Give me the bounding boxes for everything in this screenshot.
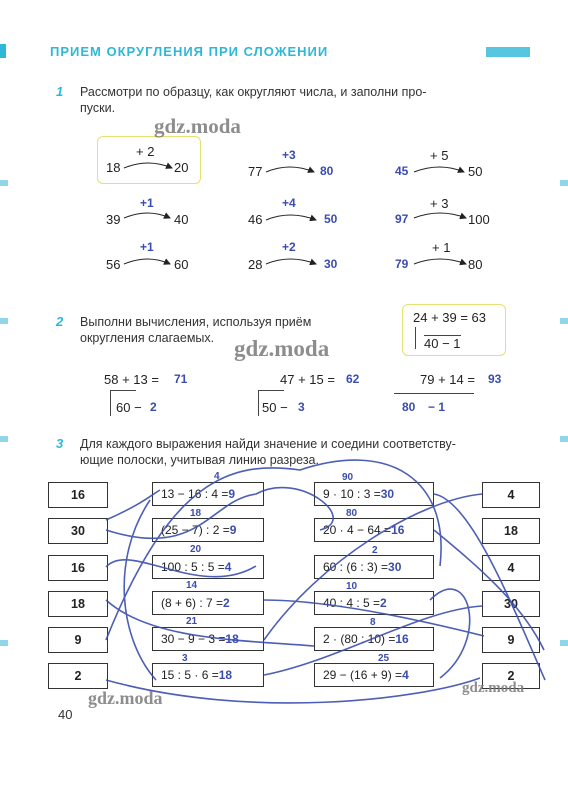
handwritten-note: 21 [186, 616, 198, 627]
handwritten-add: +3 [282, 148, 296, 162]
bracket [258, 390, 284, 391]
strip-value: 18 [71, 597, 85, 611]
handwritten-answer: 4 [402, 668, 409, 682]
add-label: + 5 [430, 148, 449, 163]
handwritten-answer: 16 [395, 632, 409, 646]
expression: 79 + 14 = [420, 372, 475, 387]
expression: 15 : 5 · 6 = [161, 668, 219, 682]
handwritten-answer: 62 [346, 372, 360, 386]
add-label: + 2 [136, 144, 155, 159]
handwritten-add: +1 [140, 196, 154, 210]
expression: 100 : 5 : 5 = [161, 560, 225, 574]
handwritten-end: 80 [320, 164, 334, 178]
handwritten-answer: − 1 [428, 400, 446, 414]
left-number-strip [48, 627, 108, 653]
watermark: gdz.moda [88, 688, 163, 708]
handwritten-answer: 18 [218, 668, 233, 682]
handwritten-note: 18 [190, 508, 202, 519]
handwritten-answer: 4 [224, 560, 232, 574]
arrow [124, 213, 170, 218]
right-number-strip [482, 482, 540, 508]
start-number: 18 [106, 160, 121, 175]
add-label: + 1 [432, 240, 451, 255]
arrow [414, 167, 464, 172]
example-bracket [415, 327, 416, 349]
handwritten-add: +4 [282, 196, 296, 210]
task-text-line: Для каждого выражения найди значение и соедини соответству- [80, 437, 456, 451]
handwritten-note: 2 [372, 545, 378, 556]
handwritten-note: 3 [182, 653, 188, 664]
start-number: 56 [106, 257, 121, 272]
left-expression-strip [152, 555, 264, 579]
end-number: 100 [468, 212, 490, 227]
end-number: 20 [174, 160, 189, 175]
task-number: 2 [56, 314, 64, 329]
expression: 58 + 13 = [104, 372, 159, 387]
section-title: ПРИЕМ ОКРУГЛЕНИЯ ПРИ СЛОЖЕНИИ [50, 44, 329, 59]
bracket [110, 390, 111, 416]
start-number: 28 [248, 257, 263, 272]
handwritten-start: 97 [395, 212, 409, 226]
task-text-line: пуски. [80, 101, 116, 115]
left-number-strip [48, 591, 108, 617]
left-expression-strip [152, 518, 264, 542]
left-expression-strip [152, 482, 264, 506]
expression: 13 − 16 : 4 = [161, 487, 229, 501]
rounding-term: 60 − [116, 400, 142, 415]
expression: (25 − 7) : 2 = [161, 523, 230, 537]
arrow [266, 259, 316, 264]
strip-value: 9 [507, 633, 515, 647]
rounding-term: 50 − [262, 400, 288, 415]
right-expression-strip [314, 627, 434, 651]
expression: 30 − 9 − 3 = [161, 632, 226, 646]
bracket [110, 390, 136, 391]
right-expression-strip [314, 482, 434, 506]
handwritten-note: 80 [346, 508, 358, 519]
handwritten-answer: 93 [488, 372, 502, 386]
right-expression-strip [314, 518, 434, 542]
add-label: + 3 [430, 196, 449, 211]
example-expression: 24 + 39 = 63 [413, 310, 487, 325]
strip-value: 16 [71, 561, 85, 575]
handwritten-answer: 18 [225, 632, 239, 646]
handwritten-note: 14 [186, 580, 198, 591]
arrow [124, 259, 170, 264]
expression: 20 · 4 − 64 = [323, 523, 392, 537]
expression: (8 + 6) : 7 = [161, 596, 224, 610]
right-number-strip [482, 555, 540, 581]
right-number-strip [482, 518, 540, 544]
strip-value: 2 [507, 669, 515, 683]
task-text-line: ющие полоски, учитывая линию разреза. [80, 453, 319, 467]
expression: 40 : 4 : 5 = [323, 596, 381, 610]
end-number: 80 [468, 257, 483, 272]
strip-value: 30 [71, 524, 85, 538]
handwritten-answer: 3 [298, 400, 305, 414]
arrow [414, 213, 466, 218]
expression: 29 − (16 + 9) = [323, 668, 403, 682]
bracket [258, 390, 259, 416]
strip-value: 2 [74, 669, 82, 683]
task-text-line: округления слагаемых. [80, 331, 215, 345]
expression: 60 : (6 : 3) = [323, 560, 389, 574]
end-number: 50 [468, 164, 483, 179]
handwritten-note: 90 [342, 472, 354, 483]
handwritten-answer: 2 [223, 596, 230, 610]
handwritten-note: 25 [378, 653, 390, 664]
handwritten-answer: 2 [150, 400, 157, 414]
watermark: gdz.moda [234, 336, 330, 361]
handwritten-start: 79 [395, 257, 409, 271]
expression: 2 · (80 : 10) = [323, 632, 396, 646]
page-number: 40 [58, 707, 73, 722]
arrow [266, 215, 316, 220]
left-expression-strip [152, 627, 264, 651]
bracket [394, 393, 474, 394]
watermark: gdz.moda [462, 680, 525, 696]
task-text [80, 436, 540, 468]
start-number: 39 [106, 212, 121, 227]
strip-value: 16 [71, 488, 85, 502]
handwritten-answer: 30 [388, 560, 402, 574]
start-number: 77 [248, 164, 263, 179]
arrow [266, 167, 314, 172]
handwritten-answer: 2 [380, 596, 387, 610]
right-expression-strip [314, 591, 434, 615]
task-number: 1 [56, 84, 64, 99]
handwritten-answer: 16 [391, 523, 405, 537]
handwritten-note: 20 [190, 544, 202, 555]
task-text [80, 314, 380, 346]
handwritten-answer: 9 [229, 523, 237, 537]
left-number-strip [48, 555, 108, 581]
handwritten-note: 10 [346, 581, 358, 592]
handwritten-end: 30 [324, 257, 338, 271]
right-number-strip [482, 591, 540, 617]
left-number-strip [48, 518, 108, 544]
left-expression-strip [152, 663, 264, 687]
handwritten-note: 4 [214, 471, 220, 482]
handwritten-end: 50 [324, 212, 338, 226]
strip-value: 4 [507, 488, 515, 502]
watermark: gdz.moda [154, 114, 241, 138]
left-number-strip [48, 663, 108, 689]
end-number: 40 [174, 212, 189, 227]
arrow [414, 259, 466, 264]
handwritten-answer: 71 [174, 372, 188, 386]
strip-value: 18 [504, 524, 518, 538]
handwritten-answer: 80 [402, 400, 416, 414]
end-number: 60 [174, 257, 189, 272]
left-number-strip [48, 482, 108, 508]
handwritten-add: +1 [140, 240, 154, 254]
start-number: 46 [248, 212, 263, 227]
right-number-strip [482, 627, 540, 653]
handwritten-answer: 30 [380, 487, 395, 501]
task-number: 3 [56, 436, 64, 451]
strip-value: 9 [74, 633, 82, 647]
strip-value: 4 [507, 561, 515, 575]
strip-value: 30 [504, 597, 518, 611]
example-rounding: 40 − 1 [424, 336, 461, 351]
arrow [124, 163, 172, 168]
task-text-line: Выполни вычисления, используя приём [80, 315, 312, 329]
task-text-line: Рассмотри по образцу, как округляют числа, и заполни про- [80, 85, 427, 99]
expression: 47 + 15 = [280, 372, 335, 387]
handwritten-answer: 9 [228, 487, 236, 501]
right-expression-strip [314, 663, 434, 687]
left-expression-strip [152, 591, 264, 615]
right-expression-strip [314, 555, 434, 579]
handwritten-start: 45 [395, 164, 409, 178]
handwritten-note: 8 [370, 617, 376, 628]
expression: 9 · 10 : 3 = [323, 487, 381, 501]
handwritten-add: +2 [282, 240, 296, 254]
